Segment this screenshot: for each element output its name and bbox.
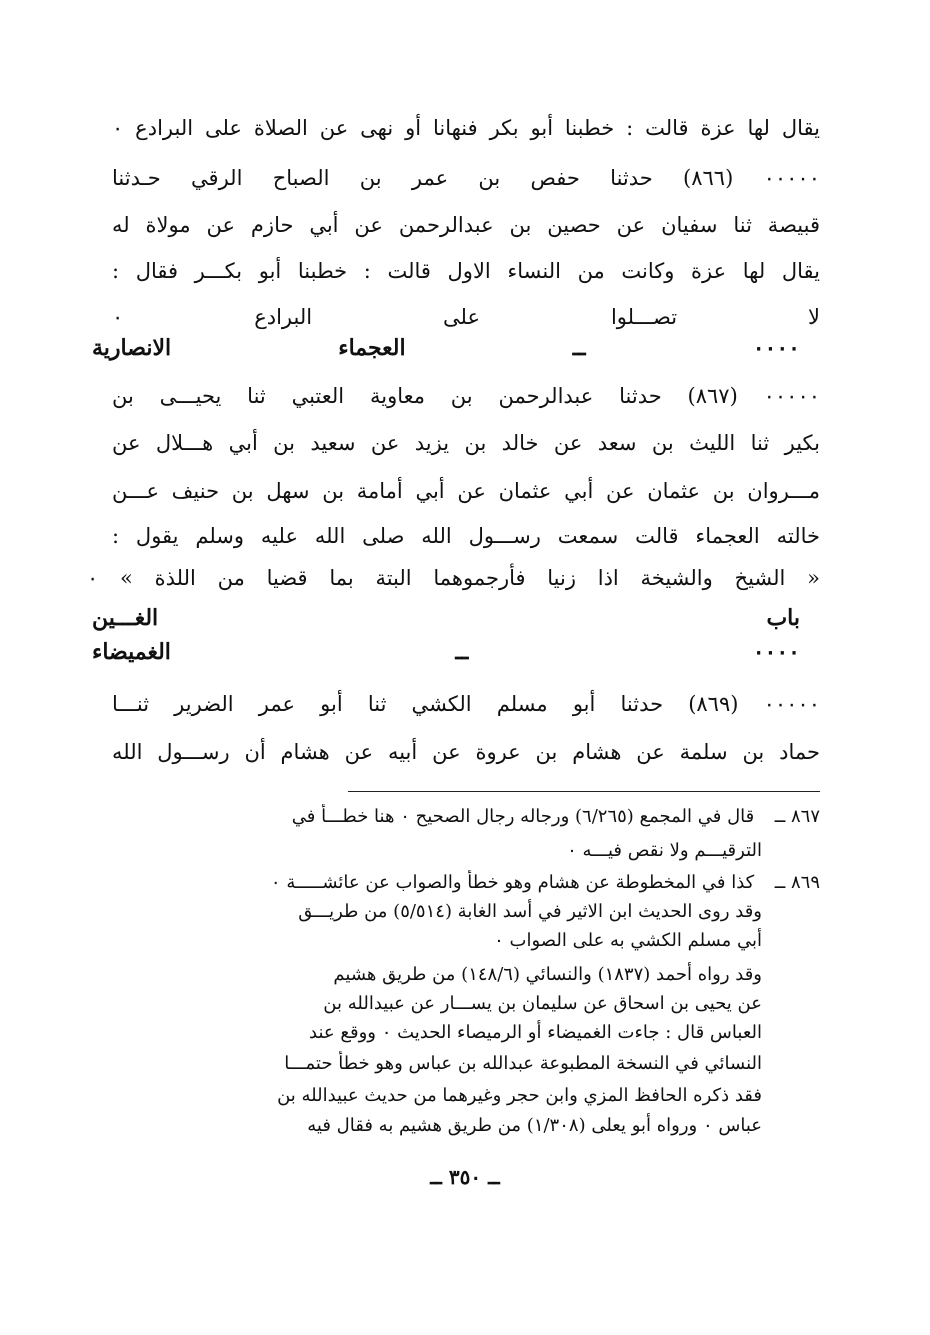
footnote-line: عن يحيى بن اسحاق عن سليمان بن يســـار عن عبيدالله بن <box>323 993 762 1014</box>
text-line: ٠٠٠٠٠ (٨٦٦) حدثنا حفص بن عمر بن الصباح الرقي حـدثنا <box>112 166 820 190</box>
footnote-line: وقد رواه أحمد (١٨٣٧) والنسائي (١٤٨/٦) من طريق هشيم <box>333 964 762 985</box>
footnote-line: فقد ذكره الحافظ المزي وابن حجر وغيرهما من حديث عبيدالله بن <box>277 1085 762 1106</box>
footnote-number: ٨٦٧ ــ <box>774 806 820 827</box>
footnote-number: ٨٦٩ ــ <box>774 872 820 893</box>
footnote-line: النسائي في النسخة المطبوعة عبدالله بن عباس وهو خطأ حتمـــا <box>284 1053 762 1074</box>
text-line: ٠٠٠٠٠ (٨٦٩) حدثنا أبو مسلم الكشي ثنا أبو عمر الضرير ثنـــا <box>112 692 820 716</box>
footnote-line: أبي مسلم الكشي به على الصواب ٠ <box>494 930 762 951</box>
text-line: قبيصة ثنا سفيان عن حصين بن عبدالرحمن عن أبي حازم عن مولاة له <box>112 213 820 237</box>
chapter-heading: باب الغـــين <box>92 605 800 631</box>
footnote-separator <box>348 791 820 792</box>
section-heading: ٠٠٠٠ ــ الغميضاء <box>92 639 800 665</box>
text-line: حماد بن سلمة عن هشام بن عروة عن أبيه عن هشام أن رســـول الله <box>112 740 820 764</box>
footnote-line: الترقيـــم ولا نقص فيـــه ٠ <box>567 840 762 861</box>
footnote-line <box>112 804 820 829</box>
text-line: مـــروان بن عثمان عن أبي عثمان عن أبي أمامة بن سهل بن حنيف عـــن <box>112 479 820 503</box>
footnote-line: عباس ٠ ورواه أبو يعلى (١/٣٠٨) من طريق هشيم به فقال فيه <box>307 1115 762 1136</box>
footnote-line: وقد روى الحديث ابن الاثير في أسد الغابة (٥/٥١٤) من طريـــق <box>298 901 762 922</box>
footnote-line <box>112 870 820 895</box>
text-line: يقال لها عزة وكانت من النساء الاول قالت : خطبنا أبو بكـــر فقال : <box>112 259 820 283</box>
text-line: « الشيخ والشيخة اذا زنيا فأرجموهما البتة بما قضيا من اللذة » ٠ <box>87 566 820 590</box>
footnote-line: العباس قال : جاءت الغميضاء أو الرميصاء الحديث ٠ ووقع عند <box>309 1022 762 1043</box>
footnote-text: قال في المجمع (٦/٢٦٥) ورجاله رجال الصحيح ٠ هنا خطـــأ في <box>291 806 755 827</box>
text-line: لا تصـــلوا على البرادع ٠ <box>112 305 820 329</box>
text-line: خالته العجماء قالت سمعت رســـول الله صلى الله عليه وسلم يقول : <box>112 524 820 548</box>
text-line: يقال لها عزة قالت : خطبنا أبو بكر فنهانا أو نهى عن الصلاة على البرادع ٠ <box>112 116 820 140</box>
footnote-text: كذا في المخطوطة عن هشام وهو خطأ والصواب عن عائشـــــة ٠ <box>270 872 755 893</box>
text-line: ٠٠٠٠٠ (٨٦٧) حدثنا عبدالرحمن بن معاوية العتبي ثنا يحيـــى بن <box>112 384 820 408</box>
text-line: بكير ثنا الليث بن سعد عن خالد بن يزيد عن سعيد بن أبي هـــلال عن <box>112 431 820 455</box>
page-number: ــ ٣٥٠ ــ <box>430 1165 500 1189</box>
section-heading: ٠٠٠٠ ــ العجماء الانصارية <box>92 335 800 361</box>
